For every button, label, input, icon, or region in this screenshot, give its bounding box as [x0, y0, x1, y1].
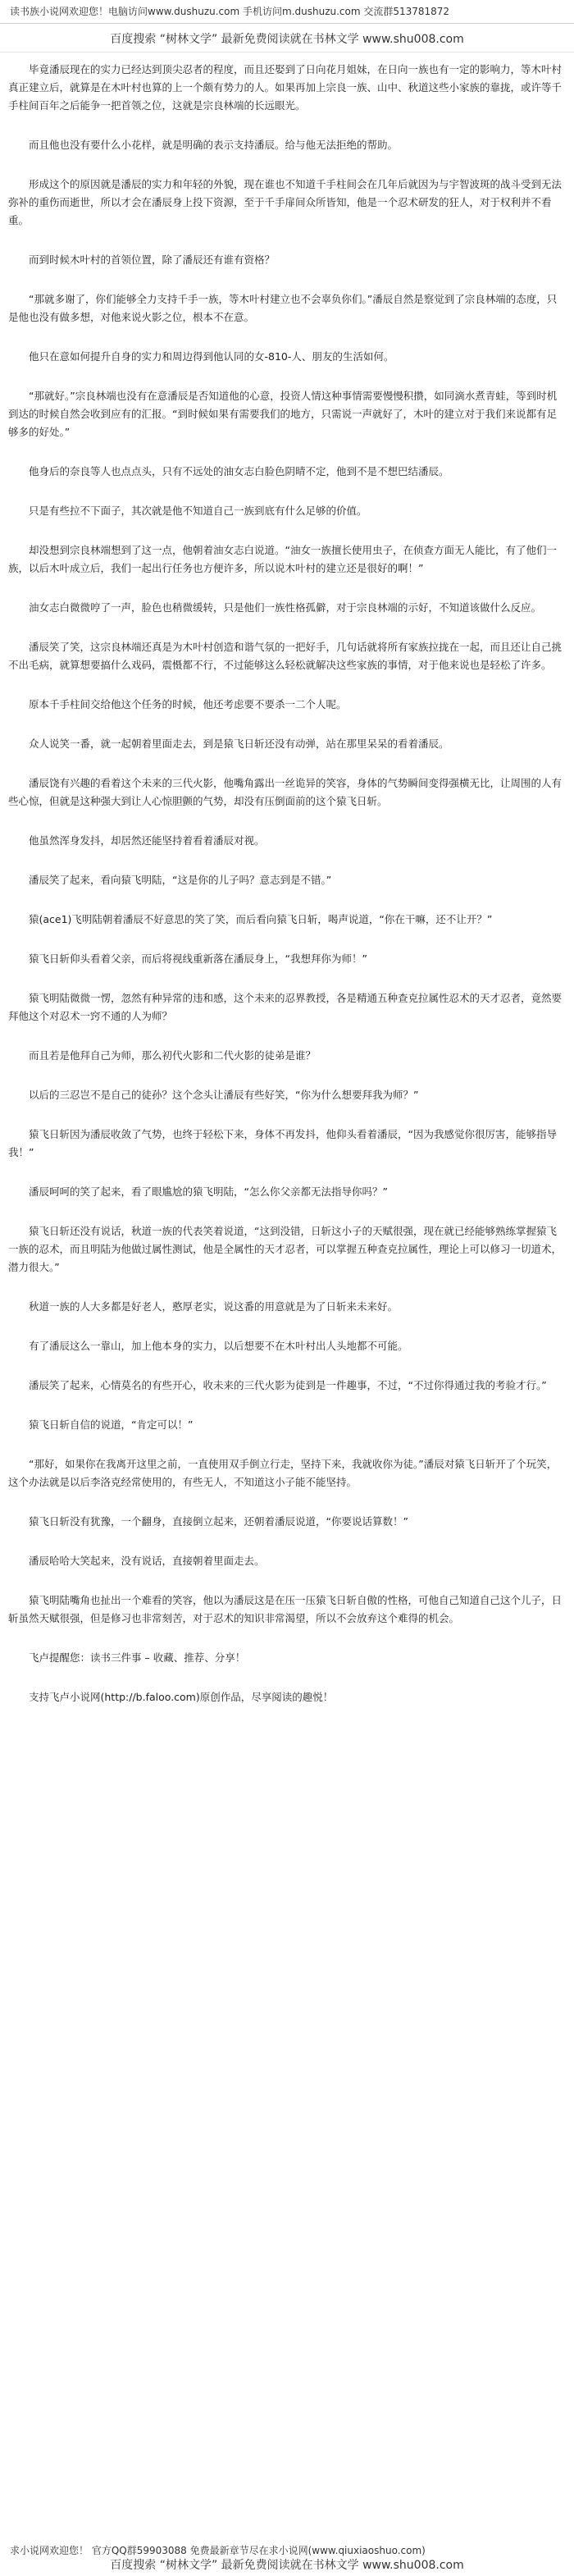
site-welcome-bar: 读书族小说网欢迎您！电脑访问www.dushuzu.com 手机访问m.dushuzu.com 交流群513781872	[0, 0, 574, 24]
body-paragraph: 形成这个的原因就是潘辰的实力和年轻的外貌，现在谁也不知道千手柱间会在几年后就因为与宇智波斑的战斗受到无法弥补的重伤而逝世，所以才会在潘辰身上投下资源，至于千手扉间众所皆知，他是一个忍术研发的狂人，对于权利并不看重。	[8, 178, 563, 226]
body-paragraph: 他身后的奈良等人也点点头，只有不远处的油女志白脸色阴晴不定，他到不是不想巴结潘辰。	[29, 465, 449, 477]
body-paragraph: 原本千手柱间交给他这个任务的时候，他还考虑要不要杀一二个人呢。	[29, 698, 347, 710]
body-paragraph: 飞卢提醒您：读书三件事 – 收藏、推荐、分享！	[29, 1651, 246, 1664]
body-paragraph: 只是有些拉不下面子，其次就是他不知道自己一族到底有什么足够的价值。	[29, 505, 367, 517]
body-paragraph: 而且若是他拜自己为师，那么初代火影和二代火影的徒弟是谁？	[29, 1049, 317, 1062]
body-paragraph: 支持飞卢小说网(http://b.faloo.com)原创作品，尽享阅读的趣悦！	[29, 1691, 334, 1703]
body-paragraph: 猿飞日斩还没有说话，秋道一族的代表笑着说道，“这到没错，日斩这小子的天赋很强，现在就已经能够熟练掌握猿飞一族的忍术，而且明陆为他做过属性测试，他是全属性的天才忍者，可以掌握五种查克拉属性，理论上可以修习一切道术，潜力很大。”	[8, 1225, 563, 1273]
body-paragraph: 潘辰饶有兴趣的看着这个未来的三代火影，他嘴角露出一丝诡异的笑容，身体的气势瞬间变得强横无比，让周围的人有些心惊，但就是这种强大到让人心惊胆颤的气势，却没有压倒面前的这个猿飞日斩。	[8, 777, 563, 807]
body-paragraph: 猿飞日斩因为潘辰收敛了气势，也终于轻松下来，身体不再发抖，他仰头看着潘辰，“因为我感觉你很厉害，能够指导我！”	[8, 1128, 557, 1158]
body-paragraph: 他只在意如何提升自身的实力和周边得到他认同的女-810-人、朋友的生活如何。	[29, 350, 394, 363]
body-paragraph: 猿飞日斩没有犹豫，一个翻身，直接倒立起来，还朝着潘辰说道，“你要说话算数！”	[29, 1515, 408, 1528]
chapter-body	[0, 53, 574, 1706]
footer-ad-banner: 百度搜索 “树林文学” 最新免费阅读就在书林文学 www.shu008.com	[110, 2559, 464, 2572]
body-paragraph: 油女志白微微哼了一声，脸色也稍微缓转，只是他们一族性格孤僻，对于宗良林端的示好，不知道该做什么反应。	[29, 601, 542, 614]
body-paragraph: 猿飞明陆嘴角也扯出一个难看的笑容，他以为潘辰这是在压一压猿飞日斩自傲的性格，可他自己知道自己这个儿子，日斩虽然天赋很强，但是修习也非常刻苦，对于忍术的知识非常渴望，所以不会放弃这个难得的机会。	[8, 1594, 563, 1624]
body-paragraph: 潘辰笑了笑，这宗良林端还真是为木叶村创造和谐气氛的一把好手，几句话就将所有家族拉拢在一起，而且还让自己挑不出毛病，就算想要搞什么戏码，震慑都不行，不过能够这么轻松就解决这些家族的事情，对于他来说也是轻松了许多。	[8, 641, 563, 671]
footer-qq-line: 求小说网欢迎您！ 官方QQ群59903088 免费最新章节尽在求小说网(www.qiuxiaoshuo.com)	[10, 2545, 426, 2556]
body-paragraph: 潘辰哈哈大笑起来，没有说话，直接朝着里面走去。	[29, 1555, 265, 1567]
body-paragraph: 猿飞日斩仰头看着父亲，而后将视线重新落在潘辰身上，“我想拜你为师！”	[29, 952, 367, 965]
body-paragraph: 却没想到宗良林端想到了这一点，他朝着油女志白说道。“油女一族擅长使用虫子，在侦查方面无人能比，有了他们一族，以后木叶成立后，我们一起出行任务也方便许多，所以说木叶村的建立还是很好的啊！”	[8, 544, 557, 574]
body-paragraph: 猿(ace1)飞明陆朝着潘辰不好意思的笑了笑，而后看向猿飞日斩，喝声说道，“你在干嘛，还不让开？”	[29, 913, 493, 925]
search-ad-banner: 百度搜索 “树林文学” 最新免费阅读就在书林文学 www.shu008.com	[0, 24, 574, 53]
body-paragraph: 潘辰呵呵的笑了起来，看了眼尴尬的猿飞明陆，“怎么你父亲都无法指导你吗？”	[29, 1185, 388, 1198]
body-paragraph: 众人说笑一番，就一起朝着里面走去，到是猿飞日斩还没有动弹，站在那里呆呆的看着潘辰。	[29, 738, 449, 750]
page-footer	[0, 2544, 574, 2576]
body-paragraph: 毕竟潘辰现在的实力已经达到顶尖忍者的程度，而且还娶到了日向花月姐妹，在日向一族也有一定的影响力，等木叶村真正建立后，就算是在木叶村也算的上一个颇有势力的人。如果再加上宗良一族、山中、秋道这些小家族的靠拢，或许等千手柱间百年之后能争一把首领之位，这就是宗良林端的长远眼光。	[8, 63, 563, 112]
body-paragraph: “那就好。”宗良林端也没有在意潘辰是否知道他的心意，投资人情这种事情需要慢慢积攒，如同滴水煮青蛙，等到时机到达的时候自然会收到应有的汇报。“到时候如果有需要我们的地方，只需说一声就好了，木叶的建立对于我们来说都有足够多的好处。”	[8, 390, 558, 438]
body-paragraph: “那就多谢了，你们能够全力支持千手一族，等木叶村建立也不会辜负你们。”潘辰自然是察觉到了宗良林端的态度，只是他也没有做多想，对他来说火影之位，根本不在意。	[8, 293, 558, 323]
body-paragraph: 潘辰笑了起来，看向猿飞明陆，“这是你的儿子吗？意志到是不错。”	[29, 874, 332, 886]
body-paragraph: 猿飞明陆微微一愣，忽然有种异常的违和感，这个未来的忍界教授，各是精通五种查克拉属性忍术的天才忍者，竟然要拜他这个对忍术一窍不通的人为师？	[8, 992, 563, 1022]
body-paragraph: 以后的三忍岂不是自己的徒孙？这个念头让潘辰有些好笑，“你为什么想要拜我为师？”	[29, 1089, 419, 1101]
body-paragraph: “那好，如果你在我离开这里之前，一直使用双手倒立行走，坚持下来，我就收你为徒。”潘辰对猿飞日斩开了个玩笑，这个办法就是以后李洛克经常使用的，有些无人，不知道这小子能不能坚持。	[8, 1458, 558, 1488]
body-paragraph: 而到时候木叶村的首领位置，除了潘辰还有谁有资格？	[29, 253, 276, 266]
body-paragraph: 而且他也没有要什么小花样，就是明确的表示支持潘辰。给与他无法拒绝的帮助。	[29, 139, 399, 151]
body-paragraph: 潘辰笑了起来，心情莫名的有些开心，收未来的三代火影为徒到是一件趣事，不过，“不过你得通过我的考验才行。”	[29, 1379, 547, 1391]
body-paragraph: 秋道一族的人大多都是好老人，憨厚老实，说这番的用意就是为了日斩来未来好。	[29, 1300, 399, 1313]
body-paragraph: 猿飞日斩自信的说道，“肯定可以！”	[29, 1418, 194, 1431]
body-paragraph: 有了潘辰这么一靠山，加上他本身的实力，以后想要不在木叶村出人头地都不可能。	[29, 1340, 408, 1352]
body-paragraph: 他虽然浑身发抖，却居然还能坚持着看着潘辰对视。	[29, 834, 265, 847]
